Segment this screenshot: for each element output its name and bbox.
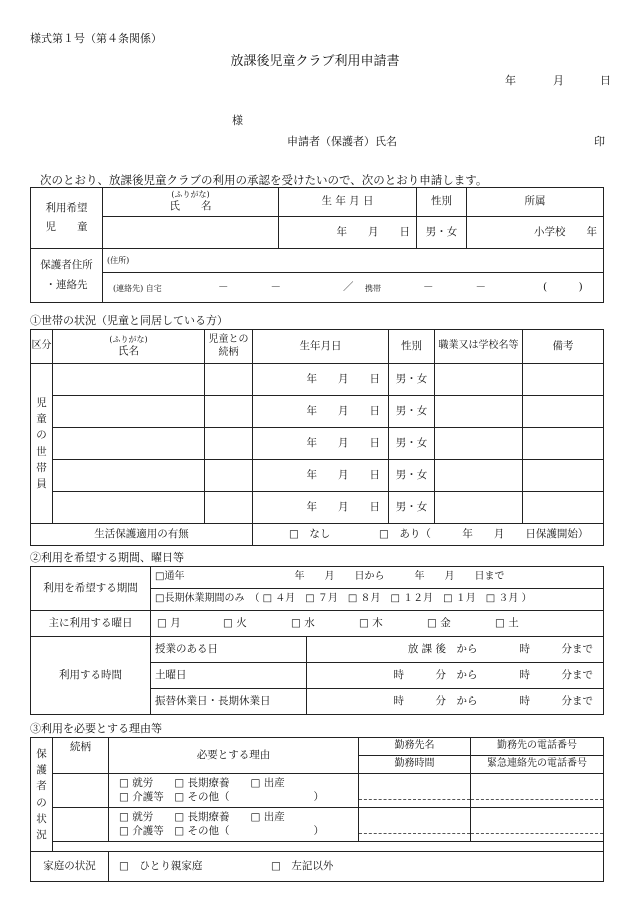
member-job-field[interactable]: [435, 428, 523, 460]
mobile-paren: ( ): [543, 281, 583, 293]
seal-mark: 印: [594, 135, 605, 148]
affiliation-header: 所属: [467, 188, 604, 217]
col-sex: 性別: [389, 330, 435, 364]
date-month: 月: [553, 74, 564, 87]
period-full-year[interactable]: □通年 年 月 日から 年 月 日まで: [151, 567, 604, 589]
member-name-field[interactable]: [53, 460, 205, 492]
page-title: 放課後児童クラブ利用申請書: [230, 54, 400, 69]
member-relation-field[interactable]: [205, 396, 253, 428]
welfare-none-checkbox[interactable]: □ なし: [289, 528, 331, 540]
phone-cell[interactable]: [471, 808, 604, 842]
member-dob-field[interactable]: 年 月 日: [253, 492, 389, 524]
address-field[interactable]: (住所): [103, 249, 604, 273]
col-reason: 必要とする理由: [109, 738, 359, 774]
col-note: 備考: [523, 330, 604, 364]
guardian-side-label: 保 護 者 の 状 況: [31, 738, 53, 852]
time-label: 利用する時間: [31, 637, 151, 715]
member-sex-field[interactable]: 男・女: [389, 460, 435, 492]
col-guardian-relation: 続柄: [53, 738, 109, 774]
welfare-label: 生活保護適用の有無: [31, 524, 253, 546]
form-number: 様式第１号（第４条関係）: [30, 32, 162, 45]
phone-slash: ／: [343, 281, 354, 293]
time-row-value[interactable]: 時 分 から 時 分まで: [307, 689, 604, 715]
time-row-label: 振替休業日・長期休業日: [151, 689, 307, 715]
member-dob-field[interactable]: 年 月 日: [253, 460, 389, 492]
member-note-field[interactable]: [523, 428, 604, 460]
col-phone: 勤務先の電話番号: [471, 738, 604, 756]
section-2-heading: ②利用を希望する期間、曜日等: [30, 551, 184, 564]
name-header: (ふりがな) 氏 名: [103, 188, 279, 217]
col-name: (ふりがな) 氏名: [53, 330, 205, 364]
member-relation-field[interactable]: [205, 364, 253, 396]
family-status-options: [109, 852, 604, 882]
table-row: [31, 460, 604, 492]
work-cell[interactable]: [359, 808, 471, 842]
child-label-cell: 利用希望 児 童: [31, 188, 103, 249]
mobile-dashes: － －: [423, 281, 486, 293]
child-info-table: [30, 187, 604, 303]
member-job-field[interactable]: [435, 460, 523, 492]
child-sex-field[interactable]: 男・女: [417, 217, 467, 249]
day-mon-checkbox[interactable]: □ 月: [157, 617, 181, 629]
date-year: 年: [505, 74, 516, 87]
day-fri-checkbox[interactable]: □ 金: [427, 617, 451, 629]
child-name-field[interactable]: [103, 217, 279, 249]
member-relation-field[interactable]: [205, 460, 253, 492]
member-dob-field[interactable]: 年 月 日: [253, 396, 389, 428]
child-dob-field[interactable]: 年 月 日: [279, 217, 417, 249]
family-status-label: 家庭の状況: [31, 852, 109, 882]
member-sex-field[interactable]: 男・女: [389, 492, 435, 524]
member-relation-field[interactable]: [205, 428, 253, 460]
col-kubun: 区分: [31, 330, 53, 364]
single-parent-checkbox[interactable]: □ ひとり親家庭: [119, 860, 203, 872]
member-relation-field[interactable]: [205, 492, 253, 524]
household-table: [30, 329, 604, 546]
member-note-field[interactable]: [523, 396, 604, 428]
member-dob-field[interactable]: 年 月 日: [253, 428, 389, 460]
child-school-field[interactable]: 小学校 年: [467, 217, 604, 249]
section-3-heading: ③利用を必要とする理由等: [30, 722, 162, 735]
intro-text: 次のとおり、放課後児童クラブの利用の承認を受けたいので、次のとおり申請します。: [40, 173, 488, 187]
member-job-field[interactable]: [435, 492, 523, 524]
section-1-heading: ①世帯の状況（児童と同居している方）: [30, 314, 228, 327]
guardian-relation-field[interactable]: [53, 808, 109, 842]
period-label: 利用を希望する期間: [31, 567, 151, 611]
date-day: 日: [600, 74, 611, 87]
time-row-label: 授業のある日: [151, 637, 307, 663]
guardian-status-table: [30, 737, 604, 882]
contact-field[interactable]: [103, 273, 604, 303]
usage-table: [30, 566, 604, 715]
time-row-label: 土曜日: [151, 663, 307, 689]
days-options: [151, 611, 604, 637]
time-row-value[interactable]: 時 分 から 時 分まで: [307, 663, 604, 689]
table-row: [31, 428, 604, 460]
addressee-sama: 様: [232, 114, 243, 127]
member-note-field[interactable]: [523, 492, 604, 524]
member-note-field[interactable]: [523, 364, 604, 396]
work-cell[interactable]: [359, 774, 471, 808]
member-note-field[interactable]: [523, 460, 604, 492]
member-name-field[interactable]: [53, 364, 205, 396]
col-work-time: 勤務時間: [359, 756, 471, 774]
member-sex-field[interactable]: 男・女: [389, 364, 435, 396]
member-name-field[interactable]: [53, 396, 205, 428]
applicant-name-label: 申請者（保護者）氏名: [287, 135, 397, 148]
member-job-field[interactable]: [435, 396, 523, 428]
col-dob: 生年月日: [253, 330, 389, 364]
col-job: 職業又は学校名等: [435, 330, 523, 364]
member-sex-field[interactable]: 男・女: [389, 428, 435, 460]
other-family-checkbox[interactable]: □ 左記以外: [271, 860, 334, 872]
reason-options[interactable]: □ 就労 □ 長期療養 □ 出産 □ 介護等 □ その他（ ）: [109, 774, 359, 808]
welfare-options: [253, 524, 604, 546]
home-phone-dashes: － －: [218, 281, 281, 293]
mobile-label: 携帯: [365, 284, 381, 293]
day-tue-checkbox[interactable]: □ 火: [223, 617, 247, 629]
phone-cell[interactable]: [471, 774, 604, 808]
day-thu-checkbox[interactable]: □ 木: [359, 617, 383, 629]
days-label: 主に利用する曜日: [31, 611, 151, 637]
member-job-field[interactable]: [435, 364, 523, 396]
member-sex-field[interactable]: 男・女: [389, 396, 435, 428]
reason-options[interactable]: □ 就労 □ 長期療養 □ 出産 □ 介護等 □ その他（ ）: [109, 808, 359, 842]
household-side-label: 児 童 の 世 帯 員: [31, 364, 53, 524]
sex-header: 性別: [417, 188, 467, 217]
period-long-vacation[interactable]: □長期休業期間のみ （ □ ４月 □ ７月 □ ８月 □ １２月 □ １月 □ ３月 ）: [151, 589, 604, 611]
spacer-row: [53, 842, 604, 852]
guardian-address-label: 保護者住所 ・連絡先: [31, 249, 103, 303]
time-row-value[interactable]: 放 課 後 から 時 分まで: [307, 637, 604, 663]
guardian-relation-field[interactable]: [53, 774, 109, 808]
day-sat-checkbox[interactable]: □ 土: [495, 617, 519, 629]
table-row: [31, 396, 604, 428]
table-row: [31, 364, 604, 396]
welfare-yes-checkbox[interactable]: □ あり（ 年 月 日保護開始）: [379, 528, 589, 540]
col-work: 勤務先名: [359, 738, 471, 756]
member-name-field[interactable]: [53, 492, 205, 524]
col-relation: 児童との続柄: [205, 330, 253, 364]
col-emergency: 緊急連絡先の電話番号: [471, 756, 604, 774]
dob-header: 生 年 月 日: [279, 188, 417, 217]
member-dob-field[interactable]: 年 月 日: [253, 364, 389, 396]
home-phone-label: (連絡先) 自宅: [113, 284, 162, 293]
table-row: [31, 492, 604, 524]
member-name-field[interactable]: [53, 428, 205, 460]
day-wed-checkbox[interactable]: □ 水: [291, 617, 315, 629]
